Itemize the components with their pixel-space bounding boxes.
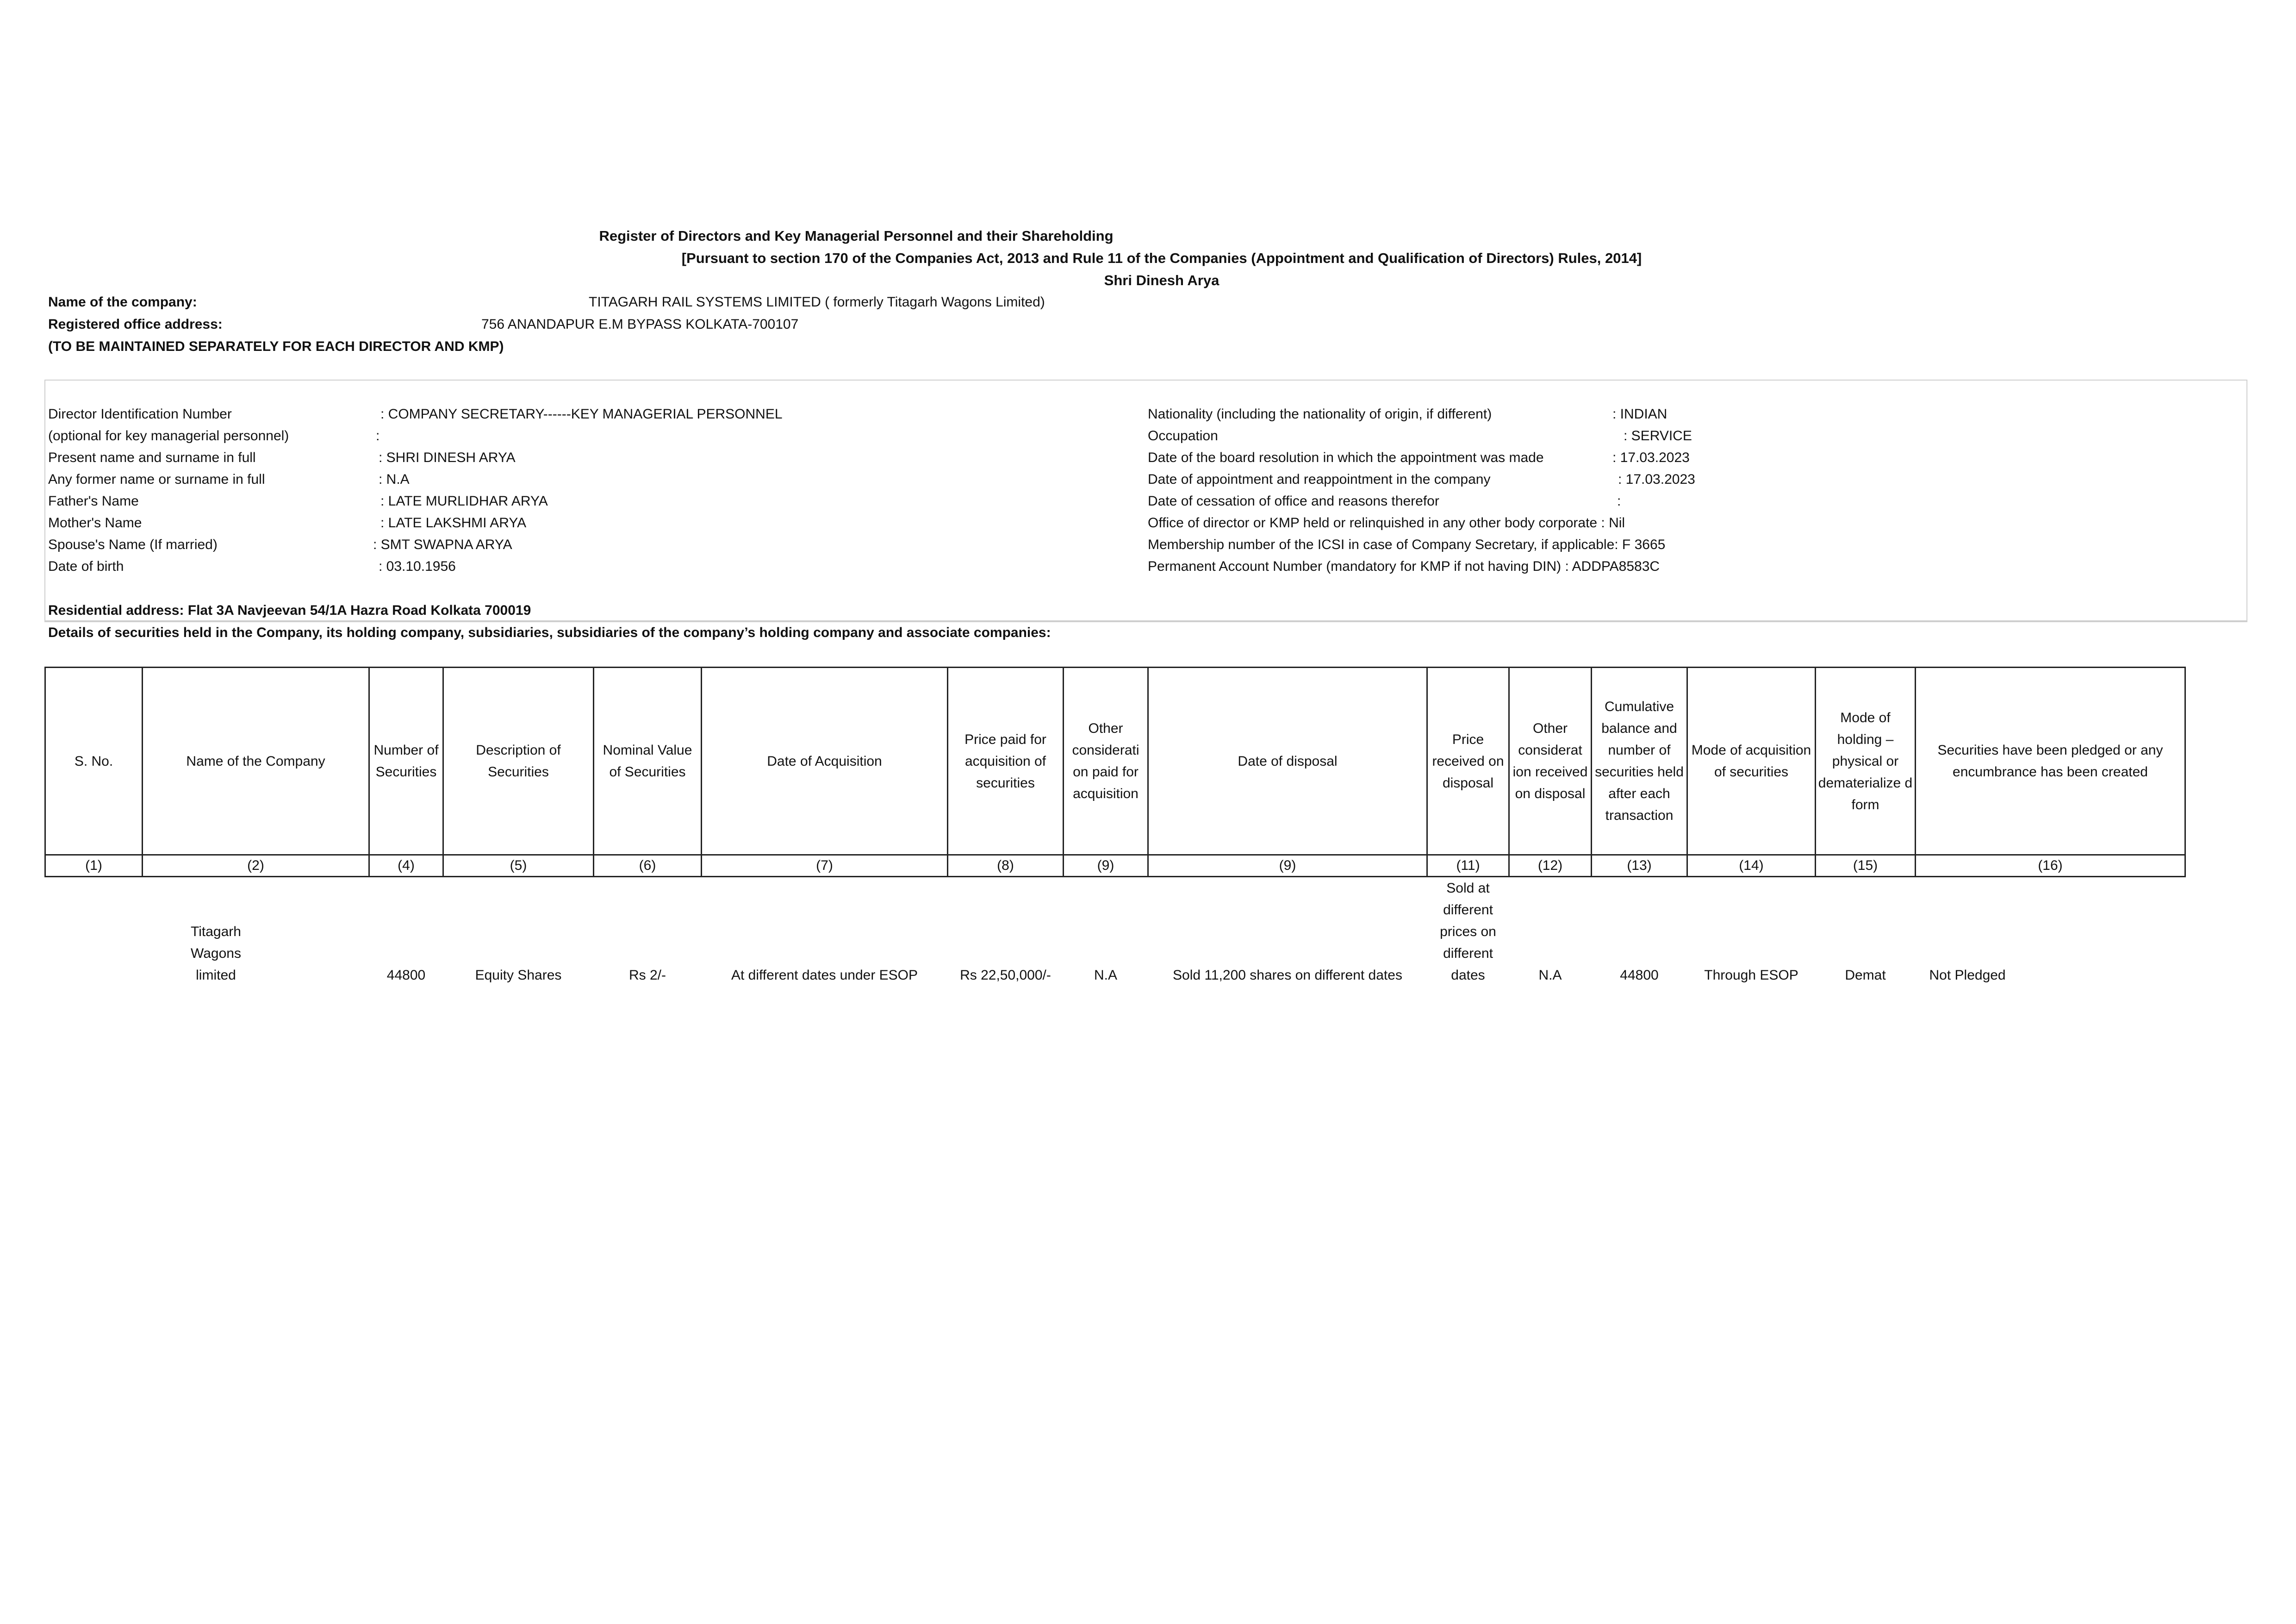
present-name-value: : SHRI DINESH ARYA xyxy=(379,450,516,465)
occupation-label: Occupation xyxy=(1148,428,1218,443)
col-number: (14) xyxy=(1687,855,1816,877)
col-number: (6) xyxy=(594,855,702,877)
col-header-price-received: Price received on disposal xyxy=(1427,668,1509,855)
cell-price-received xyxy=(1427,877,1509,989)
cell-other-received: N.A xyxy=(1538,968,1562,983)
cell-mode-acq: Through ESOP xyxy=(1704,968,1798,983)
col-number: (13) xyxy=(1592,855,1687,877)
col-header-cumulative: Cumulative balance and number of securities held after each transaction xyxy=(1592,668,1687,855)
father-name-value: : LATE MURLIDHAR ARYA xyxy=(380,493,548,509)
board-resolution-label: Date of the board resolution in which the appointment was made xyxy=(1148,450,1544,465)
appointment-date-label: Date of appointment and reappointment in the company xyxy=(1148,472,1491,487)
col-header-description: Description of Securities xyxy=(443,668,594,855)
nationality-value: : INDIAN xyxy=(1612,406,1668,422)
col-header-number: Number of Securities xyxy=(369,668,443,855)
col-number: (4) xyxy=(369,855,443,877)
other-office-line: Office of director or KMP held or relinquished in any other body corporate : Nil xyxy=(1148,515,1625,531)
cell-cumulative: 44800 xyxy=(1620,968,1659,983)
registered-office-value: 756 ANANDAPUR E.M BYPASS KOLKATA-700107 xyxy=(481,317,799,332)
cell-sno xyxy=(45,877,143,989)
dob-value: : 03.10.1956 xyxy=(379,559,456,574)
company-name-label: Name of the company: xyxy=(48,294,197,310)
col-header-other-received: Other considerat ion received on disposal xyxy=(1509,668,1592,855)
col-header-other-paid: Other considerati on paid for acquisition xyxy=(1064,668,1148,855)
pan-line: Permanent Account Number (mandatory for KMP if not having DIN) : ADDPA8583C xyxy=(1148,559,1660,574)
din-label: Director Identification Number xyxy=(48,406,232,422)
spouse-name-label: Spouse's Name (If married) xyxy=(48,537,218,552)
col-number: (8) xyxy=(948,855,1064,877)
icsi-membership-line: Membership number of the ICSI in case of Company Secretary, if applicable: F 3665 xyxy=(1148,537,1666,552)
cell-number: 44800 xyxy=(386,968,426,983)
father-name-label: Father's Name xyxy=(48,493,139,509)
board-resolution-value: : 17.03.2023 xyxy=(1612,450,1690,465)
col-header-mode-acq: Mode of acquisition of securities xyxy=(1687,668,1816,855)
director-details-box xyxy=(44,380,2247,621)
col-number: (5) xyxy=(443,855,594,877)
din-optional-value: : xyxy=(376,428,380,443)
former-name-label: Any former name or surname in full xyxy=(48,472,265,487)
cell-company-text: Titagarh Wagons limited xyxy=(191,924,241,983)
col-number: (9) xyxy=(1148,855,1427,877)
nationality-label: Nationality (including the nationality of origin, if different) xyxy=(1148,406,1492,422)
col-number: (1) xyxy=(45,855,143,877)
register-title: Register of Directors and Key Managerial Personnel and their Shareholding xyxy=(599,228,1114,244)
spouse-name-value: : SMT SWAPNA ARYA xyxy=(373,537,512,552)
occupation-value: : SERVICE xyxy=(1624,428,1692,443)
col-header-acq-date: Date of Acquisition xyxy=(702,668,948,855)
present-name-label: Present name and surname in full xyxy=(48,450,256,465)
cell-other-paid: N.A xyxy=(1094,968,1117,983)
register-subtitle: [Pursuant to section 170 of the Companies Act, 2013 and Rule 11 of the Companies (Appointment and Qualification of Directors) Rules, 2014] xyxy=(681,250,1642,266)
col-number: (2) xyxy=(143,855,369,877)
col-header-sno: S. No. xyxy=(45,668,143,855)
cell-acq-date: At different dates under ESOP xyxy=(731,968,918,983)
col-header-pledged: Securities have been pledged or any encumbrance has been created xyxy=(1916,668,2185,855)
table-row xyxy=(45,877,2185,989)
company-name-value: TITAGARH RAIL SYSTEMS LIMITED ( formerly Titagarh Wagons Limited) xyxy=(589,294,1045,310)
din-value: : COMPANY SECRETARY------KEY MANAGERIAL PERSONNEL xyxy=(380,406,783,422)
din-optional-label: (optional for key managerial personnel) xyxy=(48,428,289,443)
cell-description: Equity Shares xyxy=(475,968,562,983)
cell-price-paid: Rs 22,50,000/- xyxy=(960,968,1051,983)
mother-name-label: Mother's Name xyxy=(48,515,142,531)
table-number-row xyxy=(45,855,2185,877)
cell-pledged: Not Pledged xyxy=(1929,968,2006,983)
col-header-nominal: Nominal Value of Securities xyxy=(594,668,702,855)
cessation-label: Date of cessation of office and reasons therefor xyxy=(1148,493,1439,509)
securities-table xyxy=(44,667,2186,989)
mother-name-value: : LATE LAKSHMI ARYA xyxy=(380,515,527,531)
cessation-value: : xyxy=(1617,493,1621,509)
maintenance-note: (TO BE MAINTAINED SEPARATELY FOR EACH DIRECTOR AND KMP) xyxy=(48,339,504,354)
col-header-disposal-date: Date of disposal xyxy=(1148,668,1427,855)
registered-office-label: Registered office address: xyxy=(48,317,223,332)
person-name-heading: Shri Dinesh Arya xyxy=(1104,272,1220,288)
col-number: (15) xyxy=(1816,855,1916,877)
col-number: (12) xyxy=(1509,855,1592,877)
col-header-company: Name of the Company xyxy=(143,668,369,855)
table-header-row xyxy=(45,668,2185,855)
former-name-value: : N.A xyxy=(379,472,410,487)
col-number: (16) xyxy=(1916,855,2185,877)
col-header-mode-holding: Mode of holding – physical or dematerialize d form xyxy=(1816,668,1916,855)
col-number: (9) xyxy=(1064,855,1148,877)
securities-heading: Details of securities held in the Company, its holding company, subsidiaries, subsidiaries of the company’s holding company and associate companies: xyxy=(48,625,1051,640)
col-number: (11) xyxy=(1427,855,1509,877)
residential-address: Residential address: Flat 3A Navjeevan 54/1A Hazra Road Kolkata 700019 xyxy=(48,603,531,618)
cell-price-received-text: Sold at different prices on different dates xyxy=(1440,881,1496,983)
cell-nominal: Rs 2/- xyxy=(628,968,666,983)
cell-company xyxy=(143,877,369,989)
cell-disposal-date: Sold 11,200 shares on different dates xyxy=(1173,968,1402,983)
cell-mode-holding: Demat xyxy=(1845,968,1886,983)
appointment-date-value: : 17.03.2023 xyxy=(1618,472,1695,487)
col-header-price-paid: Price paid for acquisition of securities xyxy=(948,668,1064,855)
col-number: (7) xyxy=(702,855,948,877)
dob-label: Date of birth xyxy=(48,559,124,574)
